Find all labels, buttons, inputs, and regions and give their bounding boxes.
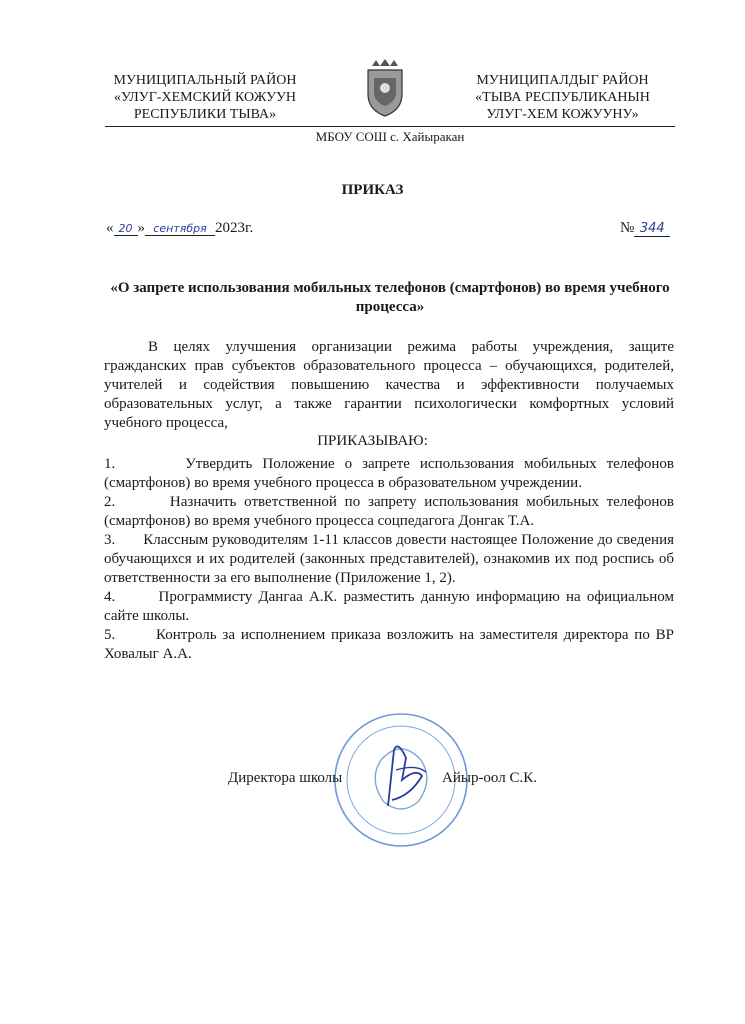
order-subject: «О запрете использования мобильных телефонов (смартфонов) во время учебного процесса» (110, 280, 670, 315)
number-sign: № (620, 220, 635, 236)
signature-name: Айыр-оол С.К. (442, 770, 537, 786)
order-item (104, 455, 674, 493)
item-number: 3. (104, 532, 116, 548)
preamble-text: В целях улучшения организации режима работы учреждения, защите гражданских прав субъектов образовательного процесса – обучающихся, родителей, учителей и содействия повышению качества и эффективности получаемых образовательных услуг, а также гарантии психологически комфортных условий учебного процесса, (104, 339, 674, 431)
order-number (620, 220, 670, 237)
item-text: Утвердить Положение о запрете использования мобильных телефонов (смартфонов) во время учебного процесса в образовательном учреждении. (104, 456, 674, 491)
header-right-line: УЛУГ-ХЕМ КОЖУУНУ» (486, 107, 639, 122)
document-title: ПРИКАЗ (341, 182, 404, 198)
item-number: 5. (104, 627, 116, 643)
order-items (104, 455, 674, 664)
item-text: Контроль за исполнением приказа возложить на заместителя директора по ВР Ховалыг А.А. (104, 627, 674, 662)
school-name: МБОУ СОШ с. Хайыракан (315, 129, 465, 144)
item-number: 4. (104, 589, 116, 605)
coat-of-arms-icon (360, 58, 410, 118)
item-text: Классным руководителям 1-11 классов довести настоящее Положение до сведения обучающихся и их родителей (законных представителей), ознакомив их под роспись об ответственности за его выполнение (Приложение 1, 2). (104, 532, 675, 586)
order-item (104, 588, 674, 626)
date-open-quote: « (106, 220, 114, 236)
header-right-line: МУНИЦИПАЛДЫГ РАЙОН (476, 73, 649, 88)
order-directive: ПРИКАЗЫВАЮ: (317, 433, 428, 449)
header-right-line: «ТЫВА РЕСПУБЛИКАНЫН (475, 90, 650, 105)
header-left-line: РЕСПУБЛИКИ ТЫВА» (133, 107, 277, 122)
item-number: 1. (104, 456, 116, 472)
number-value: 344 (634, 221, 670, 237)
order-item (104, 493, 674, 531)
date-day: 20 (114, 222, 138, 236)
header-left (95, 72, 315, 123)
item-text: Программисту Дангаа А.К. разместить данную информацию на официальном сайте школы. (104, 589, 674, 624)
date-year: 2023г. (215, 220, 254, 236)
date-line (106, 220, 253, 237)
date-close-quote: » (137, 220, 145, 236)
date-month: сентября (145, 222, 215, 236)
header-left-line: МУНИЦИПАЛЬНЫЙ РАЙОН (113, 73, 297, 88)
header-right (455, 72, 670, 123)
signature-label: Директора школы (228, 770, 343, 786)
header-left-line: «УЛУГ-ХЕМСКИЙ КОЖУУН (113, 90, 297, 105)
item-number: 2. (104, 494, 116, 510)
order-item (104, 626, 674, 664)
preamble (104, 338, 674, 433)
order-item (104, 531, 674, 588)
item-text: Назначить ответственной по запрету использования мобильных телефонов (смартфонов) во время учебного процесса соцпедагога Донгак Т.А. (104, 494, 674, 529)
header-divider (105, 126, 675, 127)
